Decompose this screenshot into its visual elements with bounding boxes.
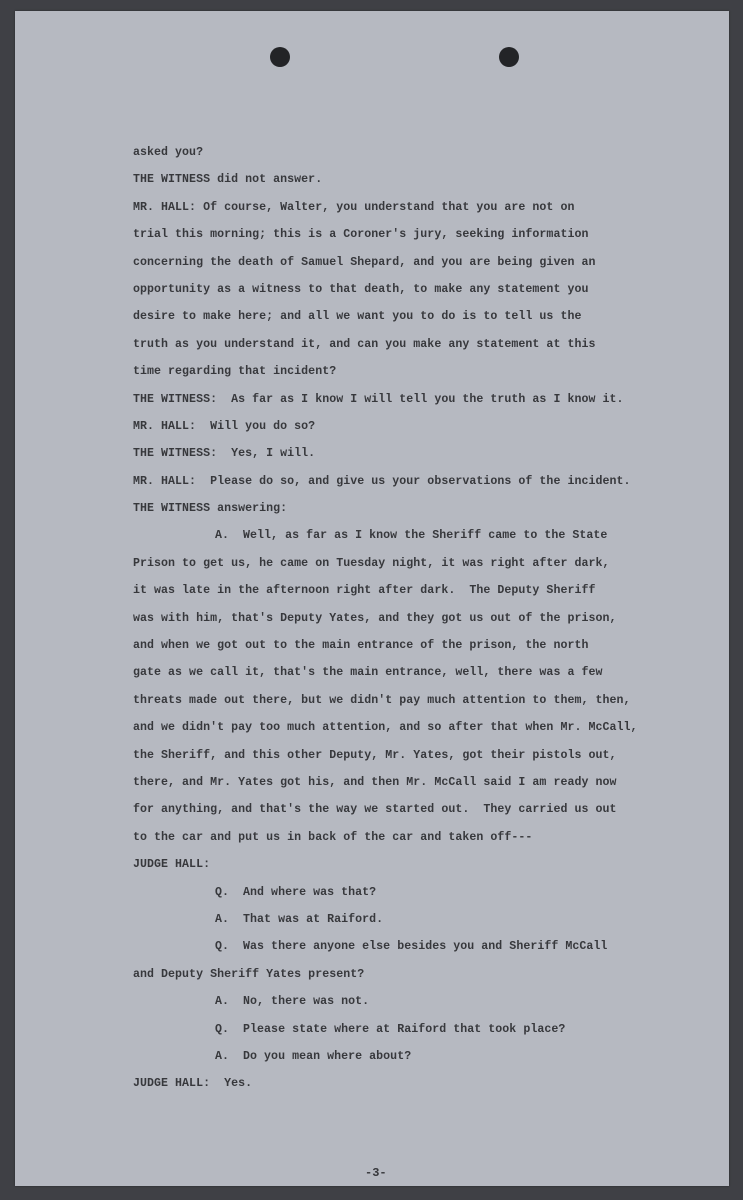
transcript-line: A. Do you mean where about? <box>215 1049 412 1063</box>
transcript-line: A. Well, as far as I know the Sheriff came to the State <box>215 529 608 543</box>
document-page <box>15 11 729 1186</box>
transcript-line: time regarding that incident? <box>133 365 337 379</box>
transcript-line: truth as you understand it, and can you make any statement at this <box>133 337 596 351</box>
transcript-line: trial this morning; this is a Coroner's jury, seeking information <box>133 228 589 242</box>
transcript-line: MR. HALL: Please do so, and give us your observations of the incident. <box>133 474 631 488</box>
transcript-line: it was late in the afternoon right after dark. The Deputy Sheriff <box>133 584 596 598</box>
transcript-line: THE WITNESS: Yes, I will. <box>133 447 316 461</box>
transcript-line: and when we got out to the main entrance of the prison, the north <box>133 639 589 653</box>
transcript-line: THE WITNESS: As far as I know I will tell you the truth as I know it. <box>133 392 624 406</box>
transcript-line: MR. HALL: Will you do so? <box>133 419 316 433</box>
transcript-line: Q. Please state where at Raiford that took place? <box>215 1022 566 1036</box>
transcript-body <box>133 139 733 1098</box>
transcript-line: was with him, that's Deputy Yates, and they got us out of the prison, <box>133 611 617 625</box>
transcript-line: gate as we call it, that's the main entrance, well, there was a few <box>133 666 603 680</box>
transcript-line: asked you? <box>133 146 204 159</box>
transcript-line: threats made out there, but we didn't pay much attention to them, then, <box>133 693 631 707</box>
punch-hole-right <box>499 47 519 67</box>
transcript-line: and we didn't pay too much attention, and so after that when Mr. McCall, <box>133 721 638 735</box>
transcript-line: Q. Was there anyone else besides you and Sheriff McCall <box>215 940 608 954</box>
transcript-line: A. No, there was not. <box>215 995 370 1009</box>
transcript-line: and Deputy Sheriff Yates present? <box>133 967 365 981</box>
transcript-line: to the car and put us in back of the car and taken off--- <box>133 830 533 844</box>
transcript-line: Q. And where was that? <box>215 885 377 899</box>
transcript-line: A. That was at Raiford. <box>215 912 384 926</box>
transcript-line: JUDGE HALL: <box>133 858 211 872</box>
punch-hole-left <box>270 47 290 67</box>
transcript-line: there, and Mr. Yates got his, and then Mr. McCall said I am ready now <box>133 775 617 789</box>
transcript-line: JUDGE HALL: Yes. <box>133 1077 253 1091</box>
transcript-line: MR. HALL: Of course, Walter, you understand that you are not on <box>133 200 575 214</box>
transcript-line: THE WITNESS answering: <box>133 502 288 516</box>
transcript-line: the Sheriff, and this other Deputy, Mr. Yates, got their pistols out, <box>133 748 617 762</box>
transcript-line: Prison to get us, he came on Tuesday night, it was right after dark, <box>133 556 610 570</box>
page-number: -3- <box>365 1166 387 1180</box>
transcript-line: for anything, and that's the way we started out. They carried us out <box>133 803 617 817</box>
transcript-line: desire to make here; and all we want you to do is to tell us the <box>133 310 582 324</box>
transcript-line: concerning the death of Samuel Shepard, and you are being given an <box>133 255 596 269</box>
transcript-line: THE WITNESS did not answer. <box>133 173 323 187</box>
transcript-line: opportunity as a witness to that death, to make any statement you <box>133 282 589 296</box>
